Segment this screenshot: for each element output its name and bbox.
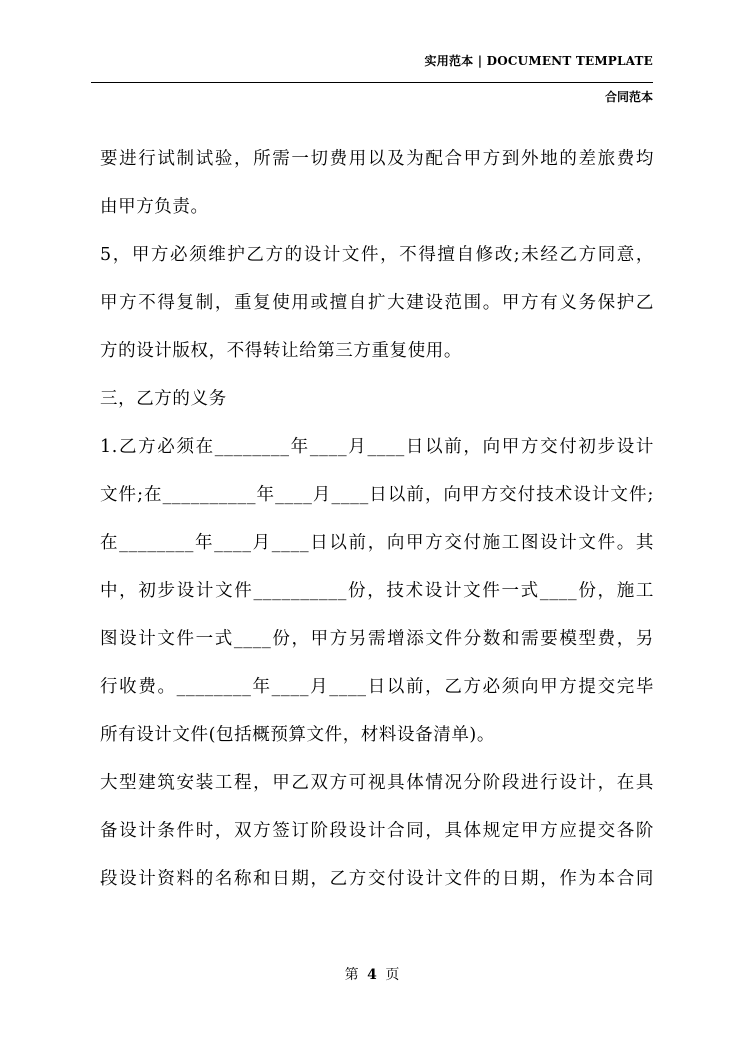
body-line: 所有设计文件(包括概预算文件，材料设备清单)。: [100, 725, 495, 745]
page-label-suffix: 页: [385, 967, 400, 983]
body-line: 5，甲方必须维护乙方的设计文件，不得擅自修改;未经乙方同意，: [100, 245, 654, 265]
body-line: 要进行试制试验，所需一切费用以及为配合甲方到外地的差旅费均: [100, 149, 654, 169]
section-heading: 三，乙方的义务: [100, 389, 227, 409]
header-subtitle: 合同范本: [604, 90, 653, 104]
body-line: 大型建筑安装工程，甲乙双方可视具体情况分阶段进行设计，在具: [100, 773, 654, 793]
body-line: 文件;在__________年____月____日以前，向甲方交付技术设计文件;: [100, 485, 654, 505]
body-line: 方的设计版权，不得转让给第三方重复使用。: [100, 341, 462, 361]
document-body: [100, 135, 654, 903]
body-line: 图设计文件一式____份，甲方另需增添文件分数和需要模型费，另: [100, 629, 654, 649]
body-line: 行收费。________年____月____日以前，乙方必须向甲方提交完毕: [100, 677, 654, 697]
body-line: 备设计条件时，双方签订阶段设计合同，具体规定甲方应提交各阶: [100, 821, 654, 841]
page-footer: [0, 964, 744, 984]
header-title: 实用范本 | DOCUMENT TEMPLATE: [424, 54, 653, 68]
body-line: 甲方不得复制，重复使用或擅自扩大建设范围。甲方有义务保护乙: [100, 293, 654, 313]
body-line: 在________年____月____日以前，向甲方交付施工图设计文件。其: [100, 533, 654, 553]
header-divider: [91, 82, 653, 83]
body-line: 中，初步设计文件__________份，技术设计文件一式____份，施工: [100, 581, 654, 601]
body-line: 段设计资料的名称和日期，乙方交付设计文件的日期，作为本合同: [100, 869, 654, 889]
page-label-prefix: 第: [344, 967, 359, 983]
page-number: 4: [367, 967, 377, 983]
body-line: 由甲方负责。: [100, 197, 209, 217]
body-line: 1.乙方必须在________年____月____日以前，向甲方交付初步设计: [100, 437, 654, 457]
